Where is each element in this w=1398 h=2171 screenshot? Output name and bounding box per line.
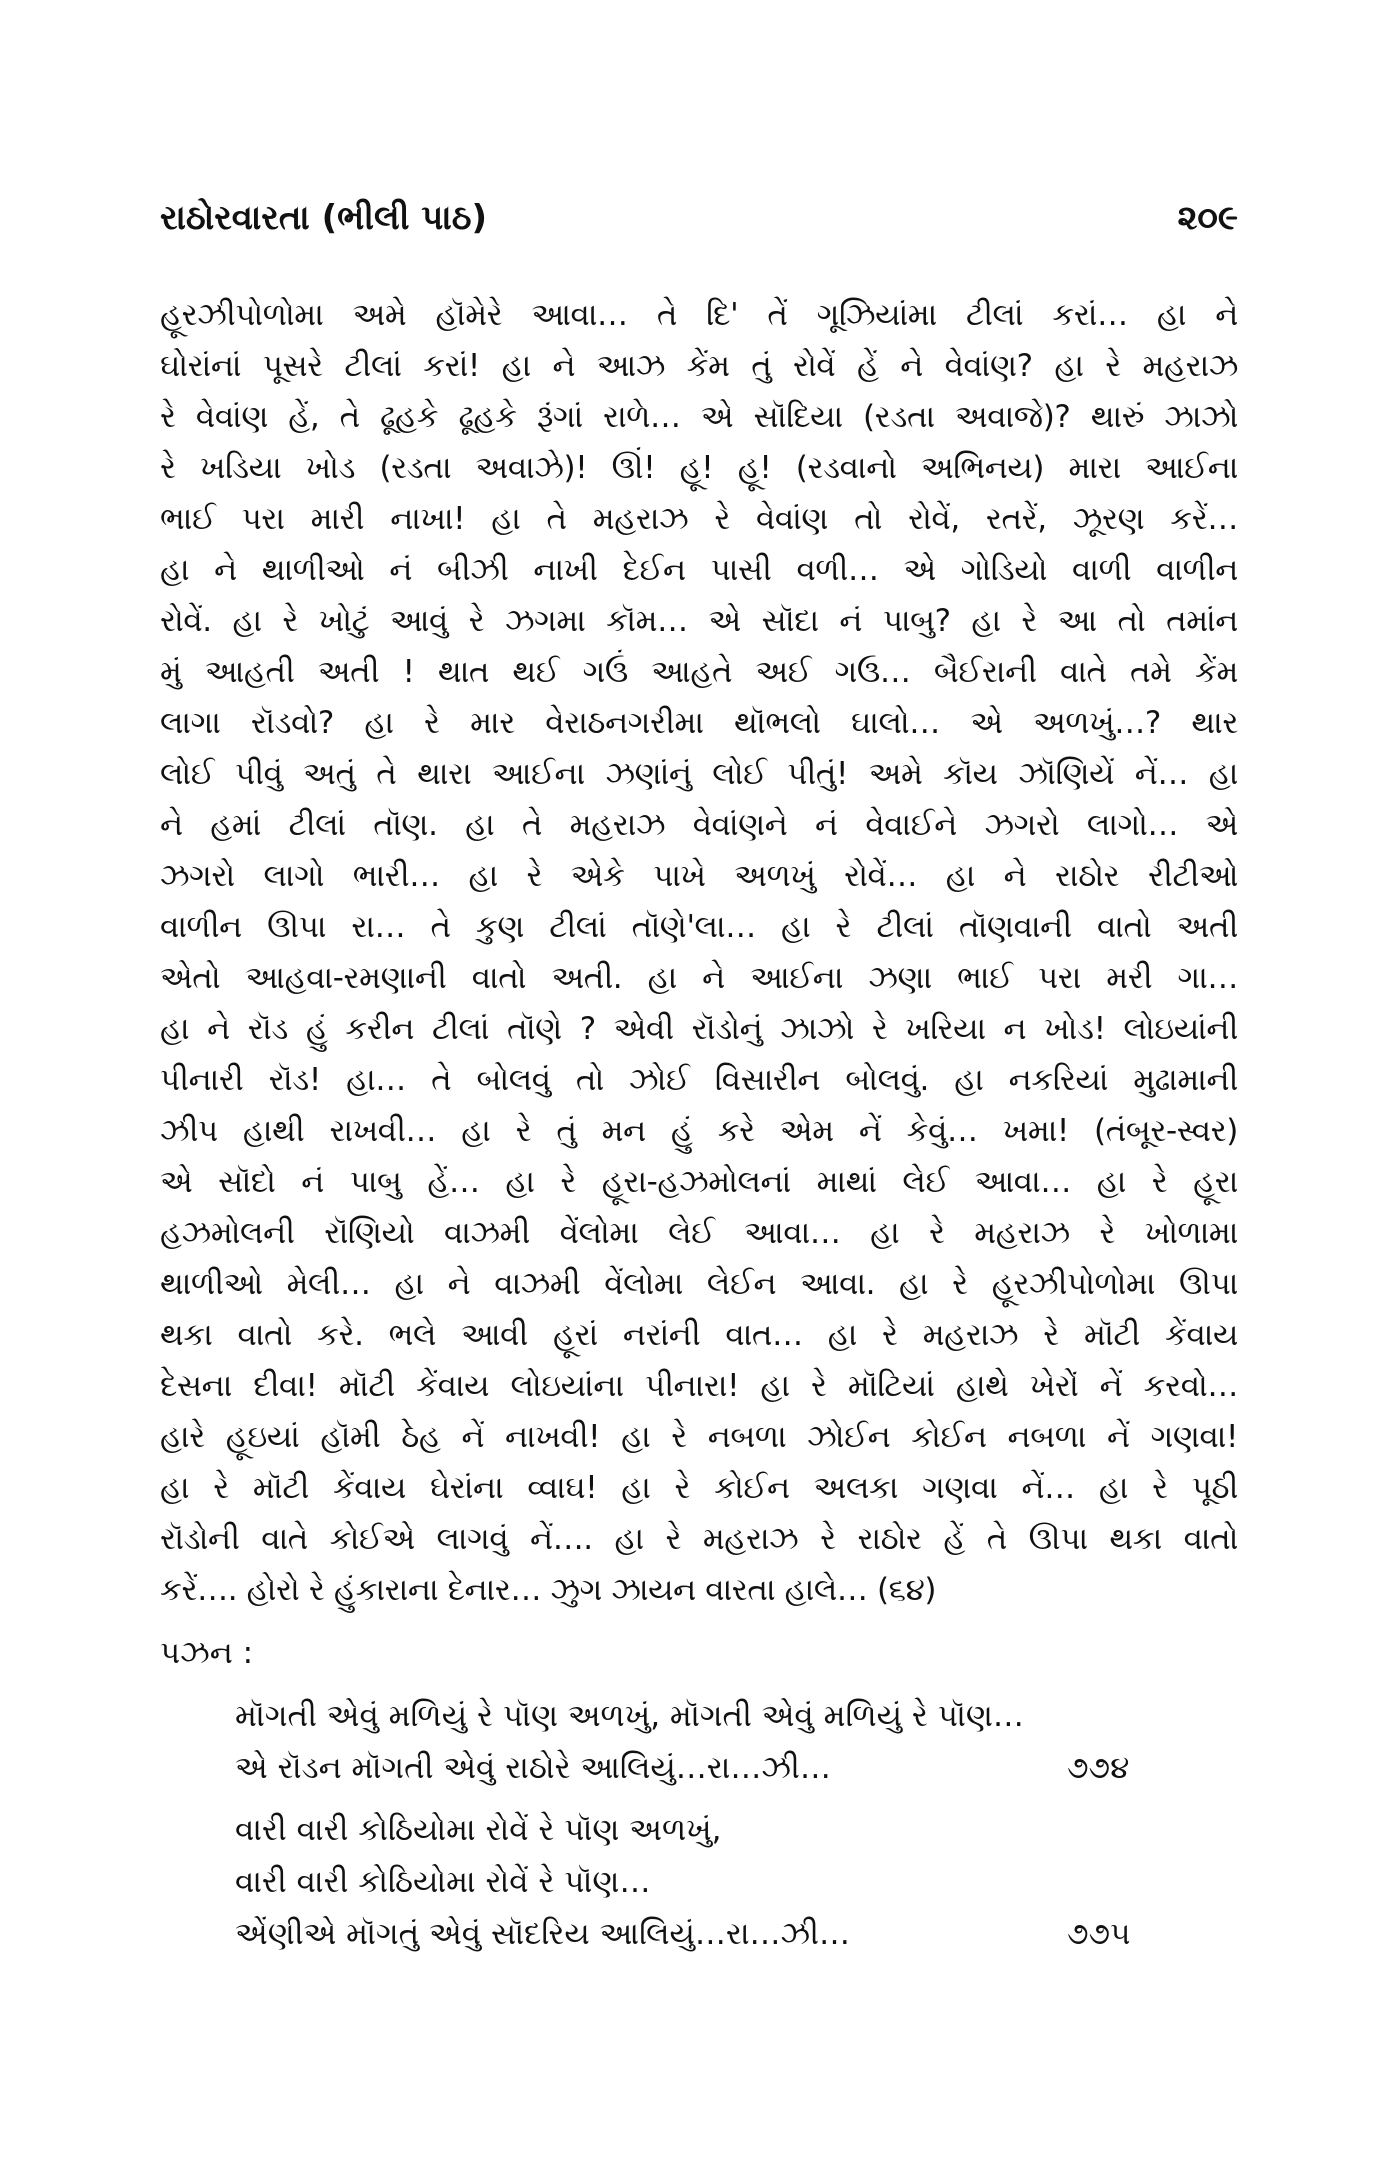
prose-line: કરેં…. હોરો રે હુંકારાના દેનાર… ઝુગ ઝાયન વારતા હાલે… (૬૪): [160, 1572, 937, 1608]
verse-line: [235, 1856, 1238, 1908]
prose-line: થાળીઓ મેલી… હા ને વાઝમી વેંલોમા લેઈન આવા. હા રે હૂરઝીપોળોમા ઊપા: [160, 1266, 1238, 1302]
section-label: પઝન :: [160, 1635, 254, 1671]
verse-number: ૭૭૫: [1067, 1916, 1131, 1952]
prose-line: રૉડોની વાતે કોઈએ લાગવું નેં…. હા રે મહરાઝ રે રાઠોર હેં તે ઊપા થકા વાતો: [160, 1521, 1238, 1557]
prose-line: રે ખડિયા ખોડ (રડતા અવાઝે)! ઊં! હૂ! હૂ! (રડવાનો અભિનય) મારા આઈના: [160, 450, 1238, 486]
prose-line: હઝમોલની રૉણિયો વાઝમી વેંલોમા લેઈ આવા… હા રે મહરાઝ રે ખોળામા: [160, 1215, 1238, 1251]
prose-line: દેસના દીવા! મૉટી કેંવાય લોઇયાંના પીનારા! હા રે મૉટિયાં હાથે ખેરોં નેં કરવો…: [160, 1368, 1238, 1404]
verse-gap: [235, 1794, 1238, 1804]
prose-line: મું આહતી અતી ! થાત થઈ ગઉં આહતે અઈ ગઉ… બૈઈરાની વાતે તમે કેંમ: [160, 654, 1238, 690]
prose-line: હા ને રૉડ હું કરીન ટીલાં તૉણે ? એવી રૉડોનું ઝાઝો રે ખરિયા ન ખોડ! લોઇયાંની: [160, 1011, 1238, 1047]
prose-line: લાગા રૉડવો? હા રે માર વેરાઠનગરીમા થૉભલો ઘાલો… એ અળખું…? થાર: [160, 705, 1238, 741]
running-title: રાઠોરવારતા (ભીલી પાઠ): [160, 198, 488, 238]
prose-line: હા રે મૉટી કેંવાય ઘેરાંના વ્વાઘ! હા રે કોઈન અલકા ગણવા નેં… હા રે પૂઠી: [160, 1470, 1238, 1506]
prose-line: ઝગરો લાગો ભારી… હા રે એકે પાખે અળખું રોવેં… હા ને રાઠોર રીટીઓ: [160, 858, 1238, 894]
prose-line: એ સૉદો નં પાબુ હેં… હા રે હૂરા-હઝમોલનાં માથાં લેઈ આવા… હા રે હૂરા: [160, 1164, 1238, 1200]
verse-line: [235, 1742, 1238, 1794]
verse-number: ૭૭૪: [1067, 1750, 1130, 1786]
prose-line: લોઈ પીવું અતું તે થારા આઈના ઝણાંનું લોઈ પીતું! અમે કૉય ઝૉણિયેં નેં… હા: [160, 756, 1238, 792]
verse-text: મૉગતી એવું મળિયું રે પૉણ અળખું, મૉગતી એવું મળિયું રે પૉણ…: [235, 1698, 1024, 1734]
prose-line: ભાઈ પરા મારી નાખા! હા તે મહરાઝ રે વેવાંણ તો રોવેં, રતરેં, ઝૂરણ કરેં…: [160, 501, 1238, 537]
prose-line: રોવેં. હા રે ખોટું આવું રે ઝગમા કૉમ… એ સૉદા નં પાબુ? હા રે આ તો તમાંન: [160, 603, 1238, 639]
verse-line: [235, 1690, 1238, 1742]
prose-line: હા ને થાળીઓ નં બીઝી નાખી દેઈન પાસી વળી… એ ગોડિયો વાળી વાળીન: [160, 552, 1238, 588]
page-number: ૨૦૯: [1177, 198, 1238, 238]
prose-line: હારે હૂઇયાં હૉમી ઠેહ નેં નાખવી! હા રે નબળા ઝોઈન કોઈન નબળા નેં ગણવા!: [160, 1419, 1238, 1455]
verse-text: એ રૉડન મૉગતી એવું રાઠોરે આલિયું…રા…ઝી…: [235, 1750, 831, 1786]
prose-line: ઝીપ હાથી રાખવી… હા રે તું મન હું કરે એમ નેં કેવું… ખમા! (તંબૂર-સ્વર): [160, 1113, 1238, 1149]
prose-paragraph: [160, 290, 1238, 1616]
prose-line: વાળીન ઊપા રા… તે કુણ ટીલાં તૉણે'લા… હા રે ટીલાં તૉણવાની વાતો અતી: [160, 909, 1238, 945]
prose-line: પીનારી રૉડ! હા… તે બોલવું તો ઝોઈ વિસારીન બોલવું. હા નકરિયાં મુઢામાની: [160, 1062, 1238, 1098]
prose-line: હૂરઝીપોળોમા અમે હૉમેરે આવા… તે દિ' તેં ગૂઝિયાંમા ટીલાં કરાં… હા ને: [160, 297, 1238, 333]
prose-line: એતો આહવા-રમણાની વાતો અતી. હા ને આઈના ઝણા ભાઈ પરા મરી ગા…: [160, 960, 1238, 996]
verse-text: વારી વારી કોઠિયોમા રોવેં રે પૉણ…: [235, 1864, 651, 1900]
prose-line: થકા વાતો કરે. ભલે આવી હૂરાં નરાંની વાત… હા રે મહરાઝ રે મૉટી કેંવાય: [160, 1317, 1238, 1353]
prose-line: ઘોરાંનાં પૂસરે ટીલાં કરાં! હા ને આઝ કેંમ તું રોવેં હેં ને વેવાંણ? હા રે મહરાઝ: [160, 348, 1238, 384]
verse-block: [235, 1690, 1238, 1960]
prose-line: ને હમાં ટીલાં તૉણ. હા તે મહરાઝ વેવાંણને નં વેવાઈને ઝગરો લાગો… એ: [160, 807, 1238, 843]
verse-text: વારી વારી કોઠિયોમા રોવેં રે પૉણ અળખું,: [235, 1812, 722, 1848]
verse-line: [235, 1908, 1238, 1960]
verse-line: [235, 1804, 1238, 1856]
verse-text: એંણીએ મૉગતું એવું સૉદરિય આલિયું…રા…ઝી…: [235, 1916, 850, 1952]
prose-line: રે વેવાંણ હેં, તે ઢૂહકે ઢૂહકે રૂંગાં રાળે… એ સૉદિયા (રડતા અવાજે)? થારું ઝાઝો: [160, 399, 1238, 435]
page-header: [160, 198, 1238, 258]
